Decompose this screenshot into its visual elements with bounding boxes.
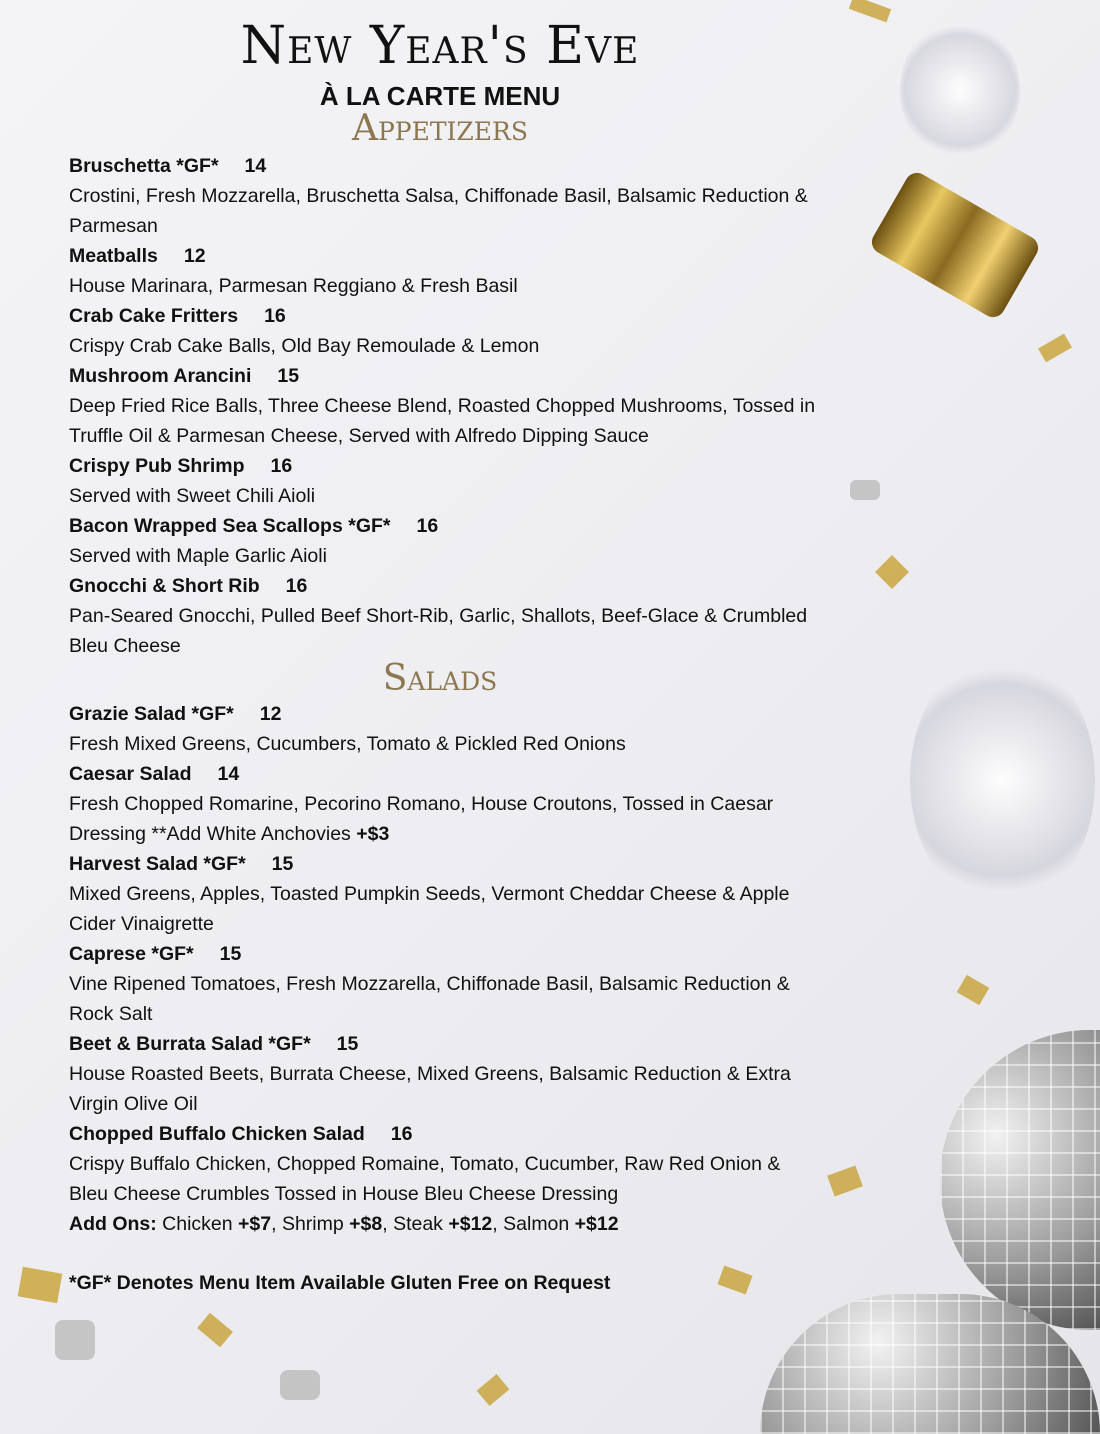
item-name: Grazie Salad *GF*	[69, 703, 234, 725]
add-on-price: +$7	[238, 1213, 272, 1235]
item-description-text: Crispy Buffalo Chicken, Chopped Romaine, Tomato, Cucumber, Raw Red Onion & Bleu Cheese Crumbles Tossed in House Bleu Cheese Dressing	[69, 1153, 781, 1205]
disco-ball-image	[760, 1294, 1100, 1434]
add-on-price: +$12	[574, 1213, 619, 1235]
item-description-text: Mixed Greens, Apples, Toasted Pumpkin Seeds, Vermont Cheddar Cheese & Apple Cider Vinaigrette	[69, 883, 790, 935]
item-price: 16	[416, 515, 439, 537]
menu-item	[69, 1119, 819, 1209]
add-on-item: , Steak	[382, 1213, 449, 1235]
item-description	[69, 729, 819, 759]
tulle-bow-image	[910, 650, 1095, 910]
confetti-image	[957, 975, 990, 1005]
menu-item	[69, 451, 819, 511]
item-description-text: Vine Ripened Tomatoes, Fresh Mozzarella, Chiffonade Basil, Balsamic Reduction & Rock Salt	[69, 973, 790, 1025]
add-on-price: +$8	[349, 1213, 383, 1235]
appetizers-heading: Appetizers	[351, 108, 528, 149]
item-description	[69, 481, 819, 511]
menu-item	[69, 361, 819, 451]
item-price: 15	[271, 853, 294, 875]
item-description	[69, 1059, 819, 1119]
menu-item	[69, 511, 819, 571]
confetti-image	[850, 480, 880, 500]
confetti-image	[18, 1267, 63, 1303]
item-description-text: House Marinara, Parmesan Reggiano & Fresh Basil	[69, 275, 518, 297]
item-name: Harvest Salad *GF*	[69, 853, 246, 875]
item-description-text: Fresh Mixed Greens, Cucumbers, Tomato & Pickled Red Onions	[69, 733, 626, 755]
item-description	[69, 601, 819, 661]
tulle-bow-image	[900, 20, 1020, 160]
menu-item	[69, 571, 819, 661]
item-description-text: Crostini, Fresh Mozzarella, Bruschetta Salsa, Chiffonade Basil, Balsamic Reduction & Parmesan	[69, 185, 808, 237]
item-name: Caesar Salad	[69, 763, 192, 785]
menu-item	[69, 759, 819, 849]
menu-item	[69, 241, 819, 301]
item-price: 14	[217, 763, 240, 785]
disco-ball-image	[940, 1030, 1100, 1330]
add-on-item: , Shrimp	[271, 1213, 350, 1235]
item-name: Mushroom Arancini	[69, 365, 252, 387]
item-price: 16	[264, 305, 286, 327]
item-price: 16	[270, 455, 293, 477]
add-on-item: Chicken	[156, 1213, 239, 1235]
confetti-image	[55, 1320, 95, 1360]
item-name: Crab Cake Fritters	[69, 305, 239, 327]
add-ons-label: Add Ons:	[69, 1213, 157, 1235]
menu-item	[69, 1029, 819, 1119]
menu-item	[69, 301, 819, 361]
item-description	[69, 331, 819, 361]
item-description-text: Pan-Seared Gnocchi, Pulled Beef Short-Rib, Garlic, Shallots, Beef-Glace & Crumbled Bleu Cheese	[69, 605, 808, 657]
item-description-text: Fresh Chopped Romarine, Pecorino Romano, House Croutons, Tossed in Caesar Dressing **Add White Anchovies	[69, 793, 774, 845]
add-on-item: , Salmon	[492, 1213, 575, 1235]
item-name: Meatballs	[69, 245, 158, 267]
menu-subtitle: À LA CARTE MENU	[319, 81, 561, 111]
menu-item	[69, 849, 819, 939]
salads-list	[69, 699, 819, 1239]
gluten-free-note: *GF* Denotes Menu Item Available Gluten Free on Request	[69, 1272, 611, 1294]
menu-item	[69, 699, 819, 759]
item-description-text: Served with Maple Garlic Aioli	[69, 545, 327, 567]
item-price: 16	[390, 1123, 413, 1145]
add-on-price: +$12	[448, 1213, 493, 1235]
item-description-text: Crispy Crab Cake Balls, Old Bay Remoulade & Lemon	[69, 335, 540, 357]
item-price: 15	[336, 1033, 359, 1055]
item-price: 14	[244, 155, 267, 177]
item-name: Caprese *GF*	[69, 943, 194, 965]
item-addon-price: +$3	[356, 823, 390, 845]
item-description	[69, 391, 819, 451]
item-price: 15	[219, 943, 242, 965]
item-description-text: House Roasted Beets, Burrata Cheese, Mixed Greens, Balsamic Reduction & Extra Virgin Olive Oil	[69, 1063, 791, 1115]
item-name: Beet & Burrata Salad *GF*	[69, 1033, 311, 1055]
item-description	[69, 969, 819, 1029]
item-price: 16	[285, 575, 308, 597]
confetti-image	[477, 1374, 510, 1406]
salads-heading: Salads	[382, 658, 498, 699]
ribbon-spool-image	[868, 169, 1043, 322]
item-price: 15	[277, 365, 300, 387]
item-name: Bruschetta *GF*	[69, 155, 219, 177]
confetti-image	[827, 1166, 863, 1197]
item-description-text: Deep Fried Rice Balls, Three Cheese Blend, Roasted Chopped Mushrooms, Tossed in Truffle Oil & Parmesan Cheese, Served with Alfredo Dipping Sauce	[69, 395, 816, 447]
confetti-image	[197, 1313, 233, 1348]
confetti-image	[1038, 334, 1072, 363]
item-name: Crispy Pub Shrimp	[69, 455, 245, 477]
menu-item	[69, 151, 819, 241]
item-description	[69, 181, 819, 241]
add-ons	[69, 1209, 819, 1239]
item-description	[69, 1149, 819, 1209]
menu-item	[69, 939, 819, 1029]
item-price: 12	[259, 703, 282, 725]
appetizers-list	[69, 151, 819, 661]
item-description	[69, 541, 819, 571]
item-description	[69, 789, 819, 849]
item-description-text: Served with Sweet Chili Aioli	[69, 485, 316, 507]
confetti-image	[280, 1370, 320, 1400]
confetti-image	[875, 555, 909, 589]
item-name: Chopped Buffalo Chicken Salad	[69, 1123, 365, 1145]
item-price: 12	[183, 245, 206, 267]
item-name: Bacon Wrapped Sea Scallops *GF*	[69, 515, 391, 537]
item-name: Gnocchi & Short Rib	[69, 575, 260, 597]
menu-title: New Year's Eve	[240, 16, 640, 76]
item-description	[69, 879, 819, 939]
item-description	[69, 271, 819, 301]
